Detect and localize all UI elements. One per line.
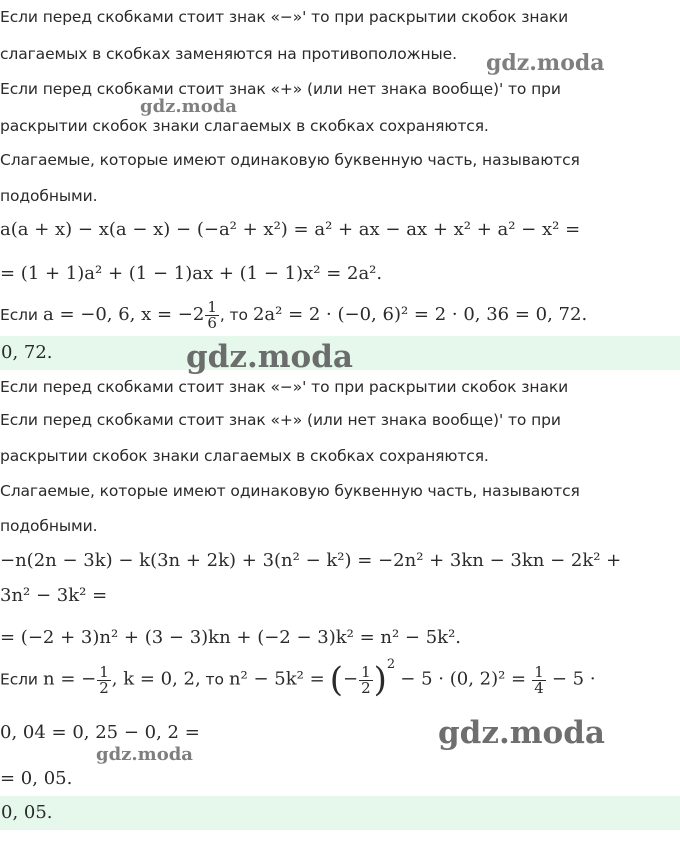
rule-similar-line2: подобными. <box>0 187 98 205</box>
rule-plus-line2: раскрытии скобок знаки слагаемых в скобках сохраняются. <box>0 117 489 135</box>
task1-expression-line2: = (1 + 1)a² + (1 − 1)ax + (1 − 1)x² = 2a². <box>0 263 383 284</box>
task2-paren-open: ( <box>329 660 344 700</box>
task2-inner-fraction <box>359 662 373 697</box>
watermark-logo: gdz.moda <box>96 744 193 765</box>
task2-half-den: 2 <box>99 678 109 697</box>
task2-quarter-fraction <box>532 662 546 697</box>
watermark-logo: gdz.moda <box>438 715 605 751</box>
task2-calc-a: n² − 5k² = <box>228 668 325 690</box>
task1-cond-a: a = −0, 6, x = −2 <box>43 304 205 325</box>
task2-then-word: то <box>200 670 224 689</box>
rules2-similar-line1: Слагаемые, которые имеют одинаковую буквенную часть, называются <box>0 482 580 500</box>
task2-expression-line5: 0, 04 = 0, 25 − 0, 2 = <box>0 722 200 743</box>
task2-answer-box <box>0 796 680 830</box>
task1-answer: 0, 72. <box>1 342 53 363</box>
rule-minus-line1: Если перед скобками стоит знак «−»' то при раскрытии скобок знаки <box>0 8 569 26</box>
rule-similar-line1: Слагаемые, которые имеют одинаковую буквенную часть, называются <box>0 151 580 169</box>
task2-condition <box>0 657 596 700</box>
rules2-similar-line2: подобными. <box>0 517 98 535</box>
task2-answer: 0, 05. <box>1 802 53 823</box>
rule-plus-line1: Если перед скобками стоит знак «+» (или нет знака вообще)' то при <box>0 80 561 98</box>
watermark-logo: gdz.moda <box>186 339 353 375</box>
task2-square: 2 <box>386 657 396 673</box>
task2-expression-line2: 3n² − 3k² = <box>0 585 108 606</box>
watermark-logo: gdz.moda <box>486 50 605 76</box>
rules2-plus-line1: Если перед скобками стоит знак «+» (или нет знака вообще)' то при <box>0 411 561 429</box>
task2-calc-c: − 5 · <box>551 668 596 690</box>
task2-quarter-num: 1 <box>534 662 544 681</box>
task2-paren-close: ) <box>373 660 387 700</box>
task2-inner-den: 2 <box>361 678 371 697</box>
task2-expression-line3: = (−2 + 3)n² + (3 − 3)kn + (−2 − 3)k² = n² − 5k². <box>0 627 462 648</box>
task2-half-fraction <box>97 662 111 697</box>
task2-cond-n: n = − <box>43 668 97 690</box>
task1-if-word: Если <box>0 306 38 324</box>
rule-minus-line2: слагаемых в скобках заменяются на противоположные. <box>0 45 457 63</box>
task2-half-num: 1 <box>99 662 109 681</box>
task1-fraction <box>205 300 219 331</box>
task2-expression-line1: −n(2n − 3k) − k(3n + 2k) + 3(n² − k²) = −2n² + 3kn − 3kn − 2k² + <box>0 550 622 571</box>
watermark-logo: gdz.moda <box>140 96 237 117</box>
task1-then-word: , то <box>219 306 248 324</box>
task2-minus: − <box>343 668 359 690</box>
task2-if-word: Если <box>0 670 38 689</box>
rules2-minus-line1: Если перед скобками стоит знак «−»' то при раскрытии скобок знаки <box>0 378 569 396</box>
task1-calc: 2a² = 2 · (−0, 6)² = 2 · 0, 36 = 0, 72. <box>252 304 588 325</box>
task1-expression-line1: a(a + x) − x(a − x) − (−a² + x²) = a² + ax − ax + x² + a² − x² = <box>0 219 581 240</box>
task1-condition <box>0 300 587 331</box>
task2-expression-line6: = 0, 05. <box>0 768 73 789</box>
task1-frac-num: 1 <box>207 298 217 316</box>
task2-inner-num: 1 <box>361 662 371 681</box>
rules2-plus-line2: раскрытии скобок знаки слагаемых в скобках сохраняются. <box>0 447 489 465</box>
task1-frac-den: 6 <box>207 314 217 332</box>
task2-calc-b: − 5 · (0, 2)² = <box>400 668 527 690</box>
task2-cond-k: , k = 0, 2, <box>111 668 201 690</box>
task2-quarter-den: 4 <box>534 678 544 697</box>
